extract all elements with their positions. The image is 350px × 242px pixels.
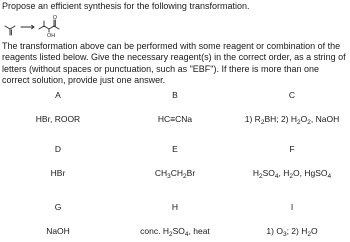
hydroxyl-label: OH <box>47 33 56 38</box>
reagent-grid <box>0 89 350 242</box>
formula-text: , NaOH <box>310 114 340 124</box>
reagent-letter: H <box>171 202 179 212</box>
reagent-option-g <box>0 202 116 236</box>
formula-subscript: 2 <box>307 119 311 126</box>
formula-subscript: 3 <box>167 173 171 180</box>
formula-subscript: 2 <box>297 119 301 126</box>
formula-text: NaOH <box>46 226 70 236</box>
question-description: The transformation above can be performed with some reagent or combination of the reagents listed below. Give the necessary reagent(s) in the correct order, as a string of letters (without spaces or punctuation, such as "EBF"). If there is more than one correct solution, provide just one answer. <box>2 41 346 85</box>
formula-text: SO <box>262 168 275 178</box>
formula-text: ; 2) H <box>286 226 308 236</box>
formula-text: O, HgSO <box>293 168 328 178</box>
reagent-option-b <box>117 90 233 124</box>
formula-subscript: 2 <box>183 173 187 180</box>
question-prompt: Propose an efficient synthesis for the following transformation. <box>2 1 250 11</box>
reagent-formula <box>117 226 233 240</box>
reagent-letter: E <box>172 144 178 154</box>
formula-text: O <box>310 226 318 236</box>
formula-text: HBr, ROOR <box>35 114 81 124</box>
formula-subscript: 2 <box>259 173 263 180</box>
formula-text: , H <box>278 168 290 178</box>
formula-text: O <box>300 114 308 124</box>
reagent-letter: I <box>290 202 294 212</box>
reagent-letter: D <box>54 144 62 154</box>
reagent-formula <box>234 226 350 240</box>
reagent-letter: C <box>288 90 296 100</box>
carbonyl-oxygen-label: O <box>52 14 58 21</box>
formula-subscript: 4 <box>274 173 279 180</box>
reagent-formula <box>0 114 116 124</box>
formula-text: CH <box>154 168 168 178</box>
formula-subscript: 4 <box>184 231 189 238</box>
reagent-letter: F <box>289 144 295 154</box>
formula-subscript: 2 <box>169 231 173 238</box>
formula-text: , heat <box>188 226 210 236</box>
formula-subscript: 2 <box>307 231 311 238</box>
reagent-option-i <box>234 202 350 240</box>
reagent-option-a <box>0 90 116 124</box>
formula-subscript: 2 <box>260 119 265 126</box>
reagent-formula <box>0 168 116 178</box>
reagent-formula <box>117 168 233 182</box>
reagent-formula <box>0 226 116 236</box>
formula-text: 1) R <box>244 114 261 124</box>
formula-text: Br <box>186 168 196 178</box>
reagent-option-h <box>117 202 233 240</box>
reagent-formula <box>234 114 350 128</box>
reagent-option-e <box>117 144 233 182</box>
formula-text: 1) O <box>266 226 283 236</box>
reagent-letter: A <box>55 90 61 100</box>
formula-text: H <box>252 168 259 178</box>
reagent-letter: B <box>172 90 178 100</box>
reagent-letter: G <box>54 202 62 212</box>
reagent-option-f <box>234 144 350 182</box>
formula-subscript: 3 <box>282 231 287 238</box>
formula-text: CH <box>170 168 184 178</box>
reagent-option-c <box>234 90 350 128</box>
formula-text: conc. H <box>140 226 169 236</box>
formula-text: HBr <box>50 168 66 178</box>
reagent-formula <box>117 114 233 124</box>
formula-text: BH; 2) H <box>264 114 298 124</box>
reaction-scheme <box>4 12 84 38</box>
formula-subscript: 2 <box>289 173 294 180</box>
formula-text: SO <box>172 226 185 236</box>
formula-text: HC≡CNa <box>157 114 193 124</box>
reagent-formula <box>234 168 350 182</box>
reagent-option-d <box>0 144 116 178</box>
formula-subscript: 4 <box>327 173 332 180</box>
